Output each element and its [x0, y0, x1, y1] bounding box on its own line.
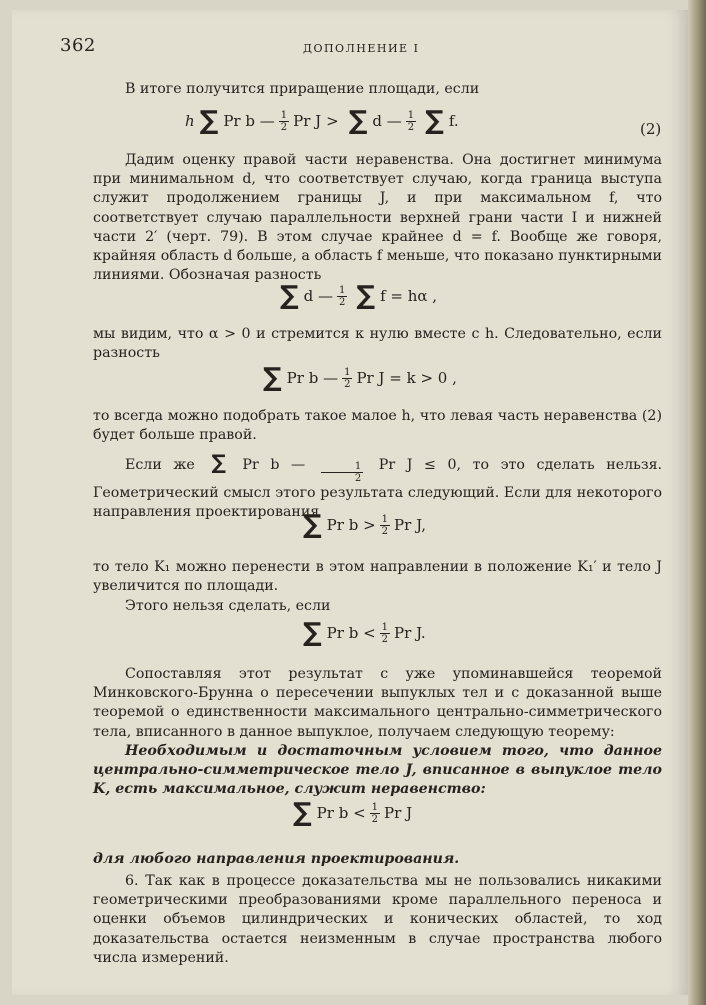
sigma-icon: ∑ — [199, 106, 219, 136]
fraction: $\frac{1}{2}$ — [321, 461, 363, 484]
formula-1-term-d: d — — [372, 112, 402, 130]
fraction: $\frac{1}{2}$ — [381, 513, 389, 537]
formula-5: ∑ Pr b > $\frac{1}{2}$ Pr J, — [303, 510, 426, 540]
paragraph-6-section: 6. Так как в процессе доказательства мы не пользовались никакими геометрическими преобразованиями кроме параллельного переноса и оценки объемов цилиндрических и конических областей, то ход доказательства остается неизменным в случае пространства любого числа измерений. — [93, 873, 662, 966]
formula-1-term-b: Pr J — [293, 112, 322, 130]
formula-2: ∑ d — $\frac{1}{2}$ ∑ f = hα , — [280, 281, 438, 311]
running-header: ДОПОЛНЕНИЕ I — [303, 42, 420, 55]
sigma-icon: ∑ — [356, 281, 376, 311]
sigma-icon: ∑ — [263, 363, 282, 393]
sigma-icon: ∑ — [425, 106, 444, 136]
formula-1 — [185, 108, 459, 134]
formula-1-term-f: f. — [448, 112, 459, 130]
formula-7: ∑ Pr b < $\frac{1}{2}$ Pr J — [293, 798, 413, 828]
fraction: $\frac{1}{2}$ — [381, 621, 389, 645]
sigma-icon: ∑ — [303, 618, 322, 648]
paragraph-3: мы видим, что α > 0 и стремится к нулю вместе с h. Следовательно, если разность — [93, 326, 662, 362]
page-edge — [688, 0, 706, 1005]
sigma-icon: ∑ — [303, 510, 322, 540]
sigma-icon: ∑ — [293, 798, 312, 828]
sigma-icon: ∑ — [280, 281, 299, 311]
sigma-icon: ∑ — [211, 450, 226, 474]
equation-number: (2) — [640, 120, 662, 138]
formula-6: ∑ Pr b < $\frac{1}{2}$ Pr J. — [303, 618, 426, 648]
formula-1-term-a: Pr b — — [223, 112, 275, 130]
paragraph-8: Сопоставляя этот результат с уже упоминавшейся теоремой Минковского-Брунна о пересечении выпуклых тел и с доказанной выше теоремой о единственности максимального центрально-симметрического тела, вписанного в данное выпуклое, получаем следующую теорему: — [93, 666, 662, 740]
paragraph-6: то тело K₁ можно перенести в этом направлении в положение K₁′ и тело J увеличится по площади. — [93, 559, 662, 595]
fraction: $\frac{1}{2}$ — [344, 366, 351, 390]
paragraph-1: В итоге получится приращение площади, если — [125, 81, 480, 97]
fraction: $\frac{1}{2}$ — [407, 109, 415, 133]
fraction: $\frac{1}{2}$ — [280, 109, 288, 133]
fraction: $\frac{1}{2}$ — [371, 801, 379, 825]
paragraph-2: Дадим оценку правой части неравенства. Она достигнет минимума при минимальном d, что соответствует случаю, когда граница выступа служит продолжением границы J, и при максимальном f, что соответствует случаю параллельности верхней грани части I и нижней части 2′ (черт. 79). В этом случае крайнее d = f. Вообще же говоря, крайняя область d больше, а область f меньше, что показано пунктирными линиями. Обозначая разность — [93, 152, 662, 284]
formula-1-h: h — [185, 112, 195, 130]
paragraph-7: Этого нельзя сделать, если — [125, 598, 331, 614]
sigma-icon: ∑ — [348, 106, 368, 136]
theorem-statement: Необходимым и достаточным условием того, что данное центрально-симметрическое тело J, вписанное в выпуклое тело K, есть максимальное, служит неравенство: — [93, 743, 662, 798]
fraction: $\frac{1}{2}$ — [339, 284, 346, 308]
paragraph-5: Если же ∑ Pr b — $\frac{1}{2}$ Pr J ≤ 0, то это сделать нельзя. Геометрический смысл этого результата следующий. Если для некоторого направления проектирования — [93, 450, 663, 521]
theorem-closing: для любого направления проектирования. — [93, 851, 460, 867]
formula-1-gt: > — [326, 112, 339, 130]
page-number: 362 — [60, 35, 96, 56]
paragraph-4: то всегда можно подобрать такое малое h, что левая часть неравенства (2) будет больше правой. — [93, 408, 662, 444]
formula-3: ∑ Pr b — $\frac{1}{2}$ Pr J = k > 0 , — [263, 363, 457, 393]
